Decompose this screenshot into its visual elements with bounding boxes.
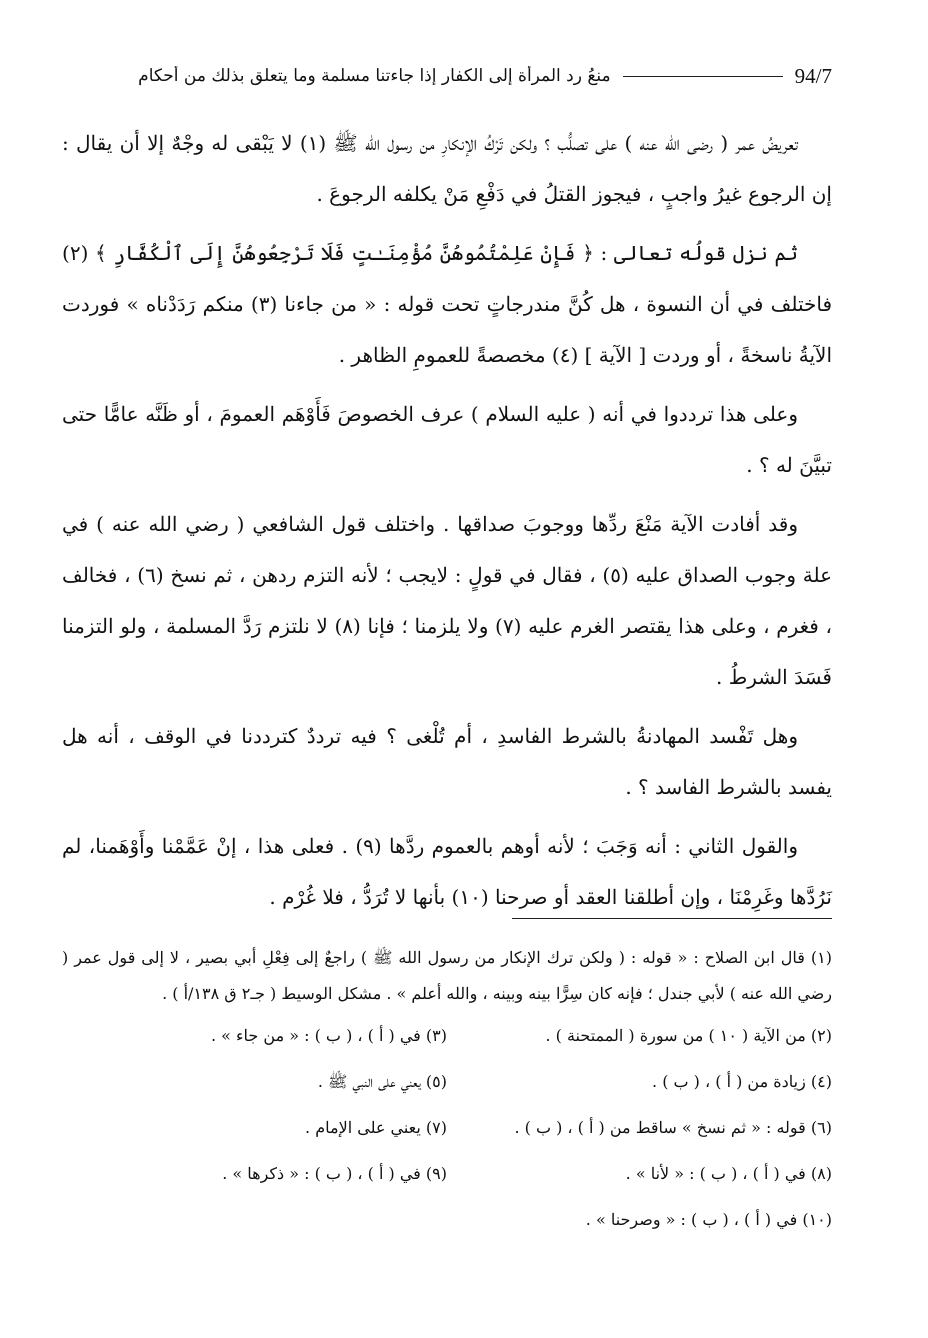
footnote-4: (٤) زيادة من ( أ ) ، ( ب ) . xyxy=(652,1072,832,1091)
footnote-row xyxy=(62,1022,832,1050)
main-text xyxy=(62,118,832,931)
running-header xyxy=(62,58,832,94)
header-divider xyxy=(623,76,783,77)
footnote-row xyxy=(62,1114,832,1142)
footnote-divider xyxy=(512,918,832,919)
paragraph: ثم نزل قولُه تعالى : ﴿ فَإِنْ عَلِمْتُمُوهُنَّ مُؤْمِنَـٰتٍ فَلَا تَرْجِعُوهُنَّ إِلَى ٱلْكُفَّارِ ﴾ (٢) فاختلف في أن النسوة ، هل كُنَّ مندرجاتٍ تحت قوله : « من جاءنا (٣) منكم رَدَدْناه » فوردت الآيةُ ناسخةً ، أو وردت [ الآية ] (٤) مخصصةً للعمومِ الظاهر . xyxy=(62,241,833,367)
footnote-7: (٧) يعني على الإمام . xyxy=(305,1118,447,1137)
footnote-1: (١) قال ابن الصلاح : « قوله : ( ولكن ترك الإنكار من رسول الله ﷺ ) راجعٌ إلى فِعْلِ أبي بصير ، لا إلى قول عمر ( رضي الله عنه ) لأبي جندل ؛ فإنه كان سِرًّا بينه وبينه ، والله أعلم » . مشكل الوسيط ( جـ٢ ق ١٣٨/أ ) . xyxy=(62,948,832,1003)
paragraph: والقول الثاني : أنه وَجَبَ ؛ لأنه أوهم بالعموم ردَّها (٩) . فعلى هذا ، إنْ عَمَّمْنا وأَوْهَمنا، لم نَرُدَّها وغَرِمْنَا ، وإن أطلقنا العقد أو صرحنا (١٠) بأنها لا تُرَدُّ ، فلا غُرْم . xyxy=(62,834,832,909)
footnote-10: (١٠) في ( أ ) ، ( ب ) : « وصرحنا » . xyxy=(585,1210,832,1229)
footnote-6: (٦) قوله : « ثم نسخ » ساقط من ( أ ) ، ( ب ) . xyxy=(514,1118,832,1137)
footnote-row xyxy=(62,1206,832,1234)
footnote-8: (٨) في ( أ ) ، ( ب ) : « لأنا » . xyxy=(625,1164,832,1183)
footnote-2: (٢) من الآية ( ١٠ ) من سورة ( الممتحنة ) . xyxy=(545,1026,832,1045)
footnote-row xyxy=(62,1160,832,1188)
footnote-5: (٥) يعني على النبي ﷺ . xyxy=(317,1072,447,1091)
paragraph: وهل تَفْسد المهادنةُ بالشرط الفاسدِ ، أم تُلْغى ؟ فيه ترددٌ كترددنا في الوقف ، أنه هل يفسد بالشرط الفاسد ؟ . xyxy=(62,724,832,799)
running-title: منعُ رد المرأة إلى الكفار إذا جاءتنا مسلمة وما يتعلق بذلك من أحكام xyxy=(138,66,611,86)
footnote-3: (٣) في ( أ ) ، ( ب ) : « من جاء » . xyxy=(210,1026,447,1045)
footnotes xyxy=(62,940,832,1252)
paragraph: تعريضُ عمر ( رضى الله عنه ) على تصلُّب ؟ ولكن تَرْكُ الإنكارِ من رسول الله ﷺ (١) لا يَبْقى له وجْهٌ إلا أن يقال : إن الرجوع غيرُ واجبٍ ، فيجوز القتلُ في دَفْعِ مَنْ يكلفه الرجوعَ . xyxy=(62,131,832,206)
footnote-row xyxy=(62,1068,832,1096)
paragraph: وعلى هذا ترددوا في أنه ( عليه السلام ) عرف الخصوصَ فَأَوْهَم العمومَ ، أو ظَنَّه عامًّا حتى تبيَّنَ له ؟ . xyxy=(62,402,832,477)
footnote-9: (٩) في ( أ ) ، ( ب ) : « ذكرها » . xyxy=(222,1164,447,1183)
page-number: 94/7 xyxy=(794,63,832,88)
paragraph: وقد أفادت الآية مَنْعَ ردِّها ووجوبَ صداقها . واختلف قول الشافعي ( رضي الله عنه ) في علة وجوب الصداق عليه (٥) ، فقال في قولٍ : لايجب ؛ لأنه التزم ردهن ، ثم نسخ (٦) ، فخالف ، فغرم ، وعلى هذا يقتصر الغرم عليه (٧) ولا يلزمنا ؛ فإنا (٨) لا نلتزم رَدَّ المسلمة ، ولو التزمنا فَسَدَ الشرطُ . xyxy=(62,512,833,689)
